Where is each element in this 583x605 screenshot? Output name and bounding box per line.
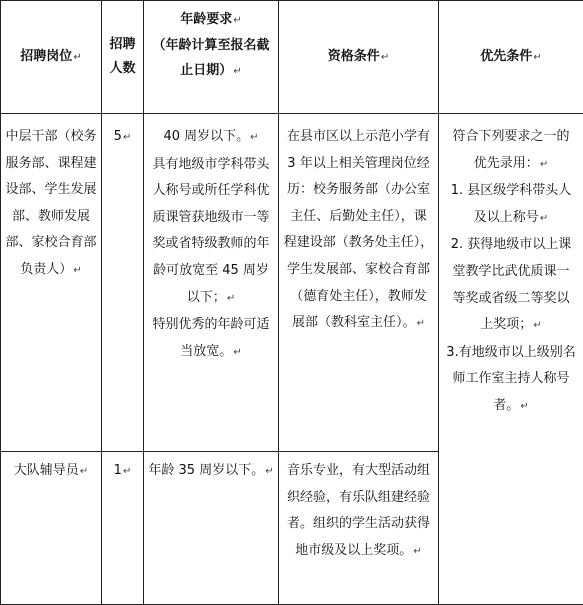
priority-line: 优先录用： (474, 156, 539, 171)
priority-line: 及以上称号 (474, 210, 539, 225)
header-count-line1: 招聘 (102, 33, 143, 57)
paragraph-mark-icon: ↵ (520, 401, 528, 412)
header-position (1, 1, 102, 114)
header-count (102, 1, 144, 114)
row2-age (144, 452, 279, 605)
header-count-line2: 人数 (102, 57, 143, 81)
priority-line: 3.有地级市以上级别名 (439, 340, 583, 367)
paragraph-mark-icon: ↵ (381, 52, 389, 63)
row2-qualification-line: 织经验，有乐队组建经验 (279, 485, 438, 512)
priority-line: 者。 (493, 398, 519, 413)
paragraph-mark-icon: ↵ (413, 546, 421, 557)
priority-line: 符合下列要求之一的 (452, 129, 569, 144)
row1-qualification-line: 在县市区以上示范小学有 (279, 124, 438, 151)
row1-count (102, 114, 144, 452)
row2-count (102, 452, 144, 605)
paragraph-mark-icon: ↵ (417, 318, 425, 329)
paragraph-mark-icon: ↵ (233, 66, 241, 77)
row1-qualification-line: 程建设部（教务处主任）， (279, 230, 438, 257)
header-qualification-label: 资格条件 (328, 49, 380, 64)
row1-age-line: 40 周岁以下。 (163, 129, 249, 144)
table-header-row (1, 1, 583, 114)
header-age-line3: 止日期） (180, 63, 232, 78)
row1-age-line: 以下； (187, 290, 226, 305)
row2-qualification-line: 者。组织的学生活动获得 (279, 511, 438, 538)
priority-line: 师工作室主持人称号 (439, 366, 583, 393)
paragraph-mark-icon: ↵ (250, 132, 258, 143)
paragraph-mark-icon: ↵ (533, 52, 541, 63)
paragraph-mark-icon: ↵ (233, 15, 241, 26)
header-priority-label: 优先条件 (480, 49, 532, 64)
paragraph-mark-icon: ↵ (227, 293, 235, 304)
row1-age-line: 奖或省特级教师的年 (144, 231, 278, 258)
row1-age-line: 当放宽。 (180, 344, 232, 359)
row1-qualification-line: 3 年以上相关管理岗位经 (279, 151, 438, 178)
table-row (1, 114, 583, 452)
paragraph-mark-icon: ↵ (233, 347, 241, 358)
header-priority (439, 1, 583, 114)
priority-line: 1. 县区级学科带头人 (439, 178, 583, 205)
paragraph-mark-icon: ↵ (123, 132, 131, 143)
paragraph-mark-icon: ↵ (540, 159, 548, 170)
paragraph-mark-icon: ↵ (533, 320, 541, 331)
paragraph-mark-icon: ↵ (80, 466, 88, 477)
paragraph-mark-icon: ↵ (73, 52, 81, 63)
paragraph-mark-icon: ↵ (265, 466, 273, 477)
priority-line: 堂教学比武优质课一 (439, 259, 583, 286)
priority-line: 上奖项； (480, 317, 532, 332)
header-age-line1: 年龄要求 (180, 12, 232, 27)
row1-qualification-line: 学生发展部、家校合育部 (279, 257, 438, 284)
header-position-label: 招聘岗位 (20, 49, 72, 64)
row1-position-line: 部、家校合育部 (1, 230, 101, 257)
paragraph-mark-icon: ↵ (540, 213, 548, 224)
row1-count-value: 5 (114, 129, 122, 144)
row1-position-line: 负责人） (20, 262, 72, 277)
header-age-line2: （年龄计算至报名截 (144, 33, 278, 58)
row1-age-line: 人称号或所任学科优 (144, 178, 278, 205)
row2-qualification-line: 音乐专业，有大型活动组 (279, 458, 438, 485)
header-age (144, 1, 279, 114)
row1-position (1, 114, 102, 452)
row1-position-line: 设部、学生发展 (1, 177, 101, 204)
row1-qualification-line: 历：校务服务部（办公室 (279, 177, 438, 204)
header-qualification (279, 1, 439, 114)
paragraph-mark-icon: ↵ (73, 265, 81, 276)
row1-age-line: 具有地级市学科带头 (144, 152, 278, 179)
row2-count-value: 1 (114, 463, 122, 478)
row1-age (144, 114, 279, 452)
row2-qualification-line: 地市级及以上奖项。 (295, 543, 412, 558)
row1-position-line: 中层干部（校务 (1, 124, 101, 151)
row2-qualification (279, 452, 439, 605)
row1-age-line: 龄可放宽至 45 周岁 (144, 258, 278, 285)
row1-qualification (279, 114, 439, 452)
row1-qualification-line: 主任、后勤处主任），课 (279, 204, 438, 231)
row1-age-line: 特别优秀的年龄可适 (144, 312, 278, 339)
priority-line: 等奖或省级二等奖以 (439, 286, 583, 313)
row2-position (1, 452, 102, 605)
row2-age-line: 年龄 35 周岁以下。 (148, 463, 264, 478)
row2-position-line: 大队辅导员 (14, 463, 79, 478)
row1-age-line: 质课管获地级市一等 (144, 205, 278, 232)
row1-position-line: 部、教师发展 (1, 204, 101, 231)
row1-qualification-line: （德育处主任），教师发 (279, 284, 438, 311)
paragraph-mark-icon: ↵ (123, 466, 131, 477)
row1-qualification-line: 展部（教科室主任）。 (292, 315, 416, 330)
priority-line: 2. 获得地级市以上课 (439, 232, 583, 259)
row1-position-line: 服务部、课程建 (1, 151, 101, 178)
priority-cell (439, 114, 583, 605)
